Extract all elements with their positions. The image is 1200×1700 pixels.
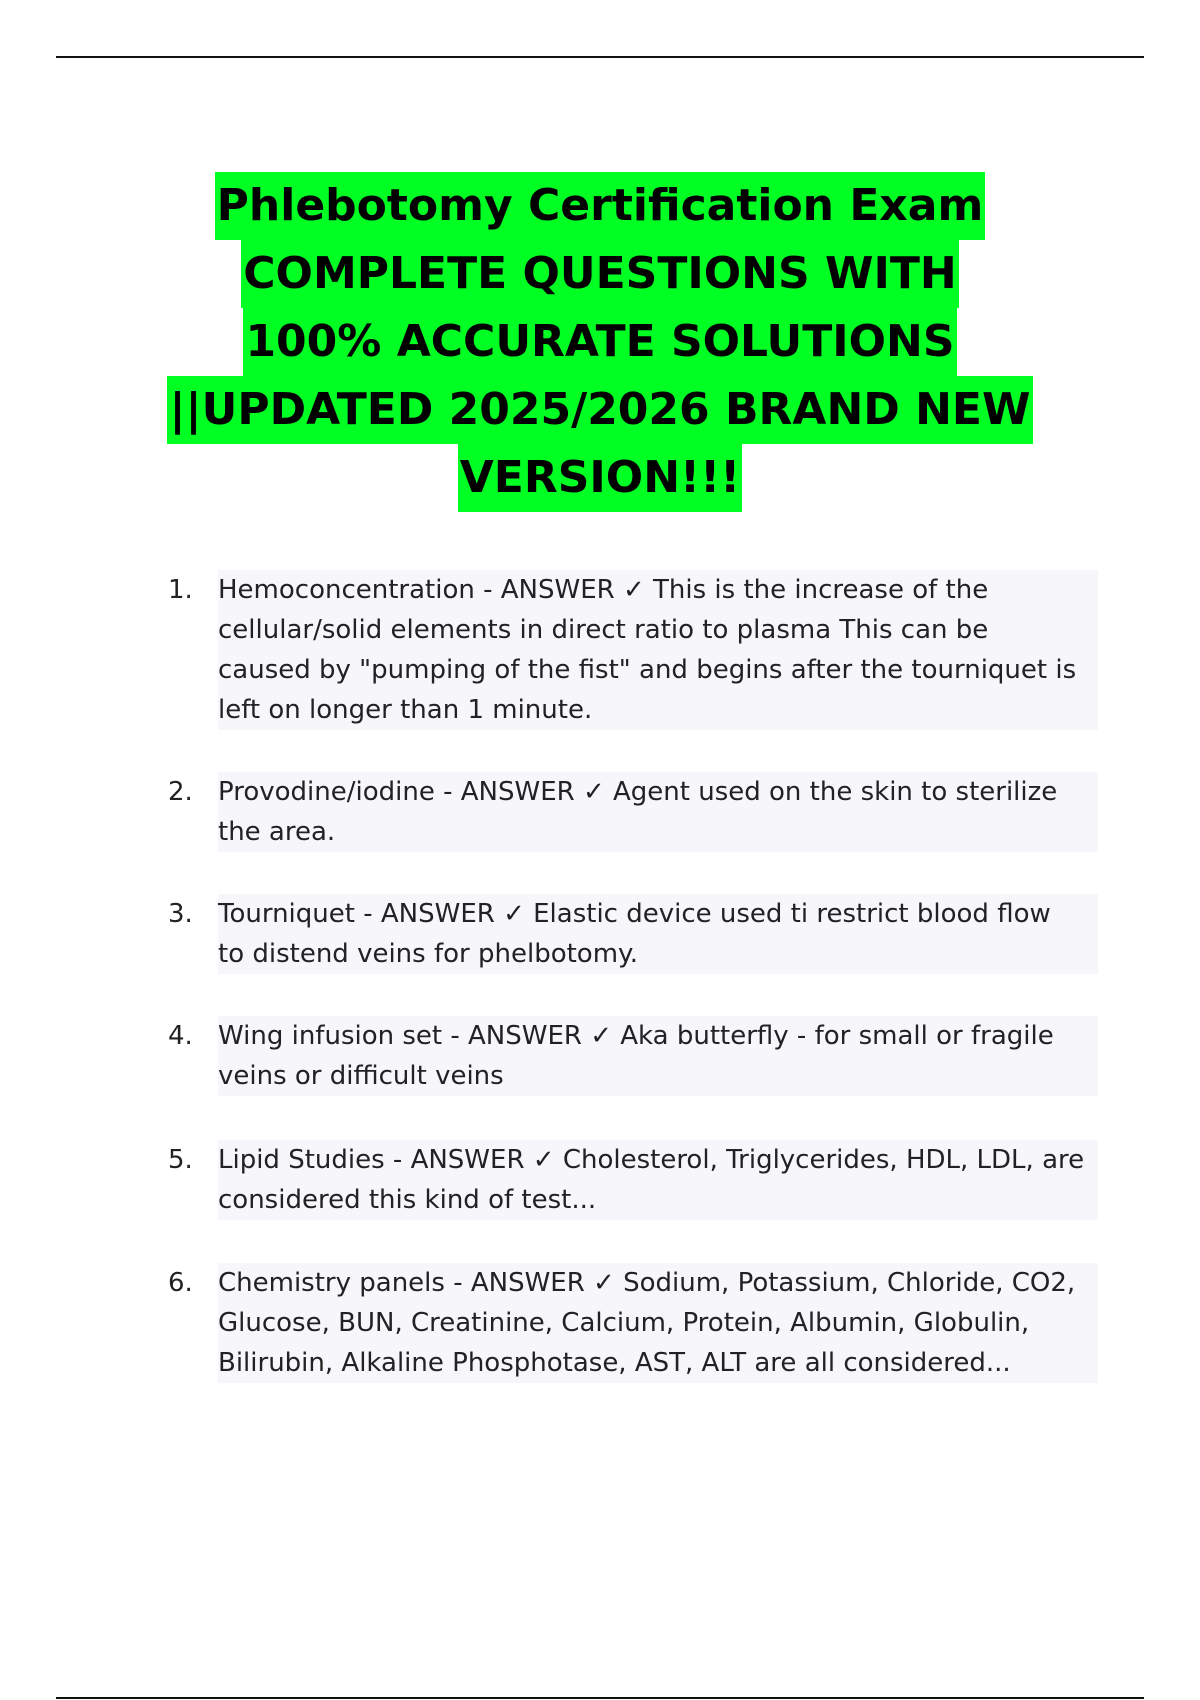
item-text: Chemistry panels - ANSWER ✓ Sodium, Potassium, Chloride, CO2, Glucose, BUN, Creatinine, Calcium, Protein, Albumin, Globulin, Bilirubin, Alkaline Phosphotase, AST, ALT are all considered... bbox=[218, 1263, 1098, 1383]
item-number: 6. bbox=[168, 1268, 193, 1298]
title-line-5: VERSION!!! bbox=[458, 444, 742, 512]
item-number: 3. bbox=[168, 899, 193, 929]
item-number: 2. bbox=[168, 777, 193, 807]
item-number: 4. bbox=[168, 1021, 193, 1051]
item-number: 1. bbox=[168, 575, 193, 605]
title-line-1: Phlebotomy Certification Exam bbox=[215, 172, 986, 240]
title-line-3: 100% ACCURATE SOLUTIONS bbox=[243, 308, 956, 376]
item-text: Lipid Studies - ANSWER ✓ Cholesterol, Triglycerides, HDL, LDL, are considered this kind of test... bbox=[218, 1140, 1098, 1220]
title-line-4: ||UPDATED 2025/2026 BRAND NEW bbox=[167, 376, 1032, 444]
item-text: Hemoconcentration - ANSWER ✓ This is the increase of the cellular/solid elements in direct ratio to plasma This can be caused by "pumping of the fist" and begins after the tourniquet is left on longer than 1 minute. bbox=[218, 570, 1098, 730]
item-number: 5. bbox=[168, 1145, 193, 1175]
document-title bbox=[60, 172, 1140, 512]
item-text: Provodine/iodine - ANSWER ✓ Agent used on the skin to sterilize the area. bbox=[218, 772, 1098, 852]
title-line-2: COMPLETE QUESTIONS WITH bbox=[241, 240, 958, 308]
item-text: Tourniquet - ANSWER ✓ Elastic device used ti restrict blood flow to distend veins for phelbotomy. bbox=[218, 894, 1098, 974]
item-text: Wing infusion set - ANSWER ✓ Aka butterfly - for small or fragile veins or difficult veins bbox=[218, 1016, 1098, 1096]
footer-rule bbox=[56, 1697, 1144, 1699]
header-rule bbox=[56, 56, 1144, 58]
